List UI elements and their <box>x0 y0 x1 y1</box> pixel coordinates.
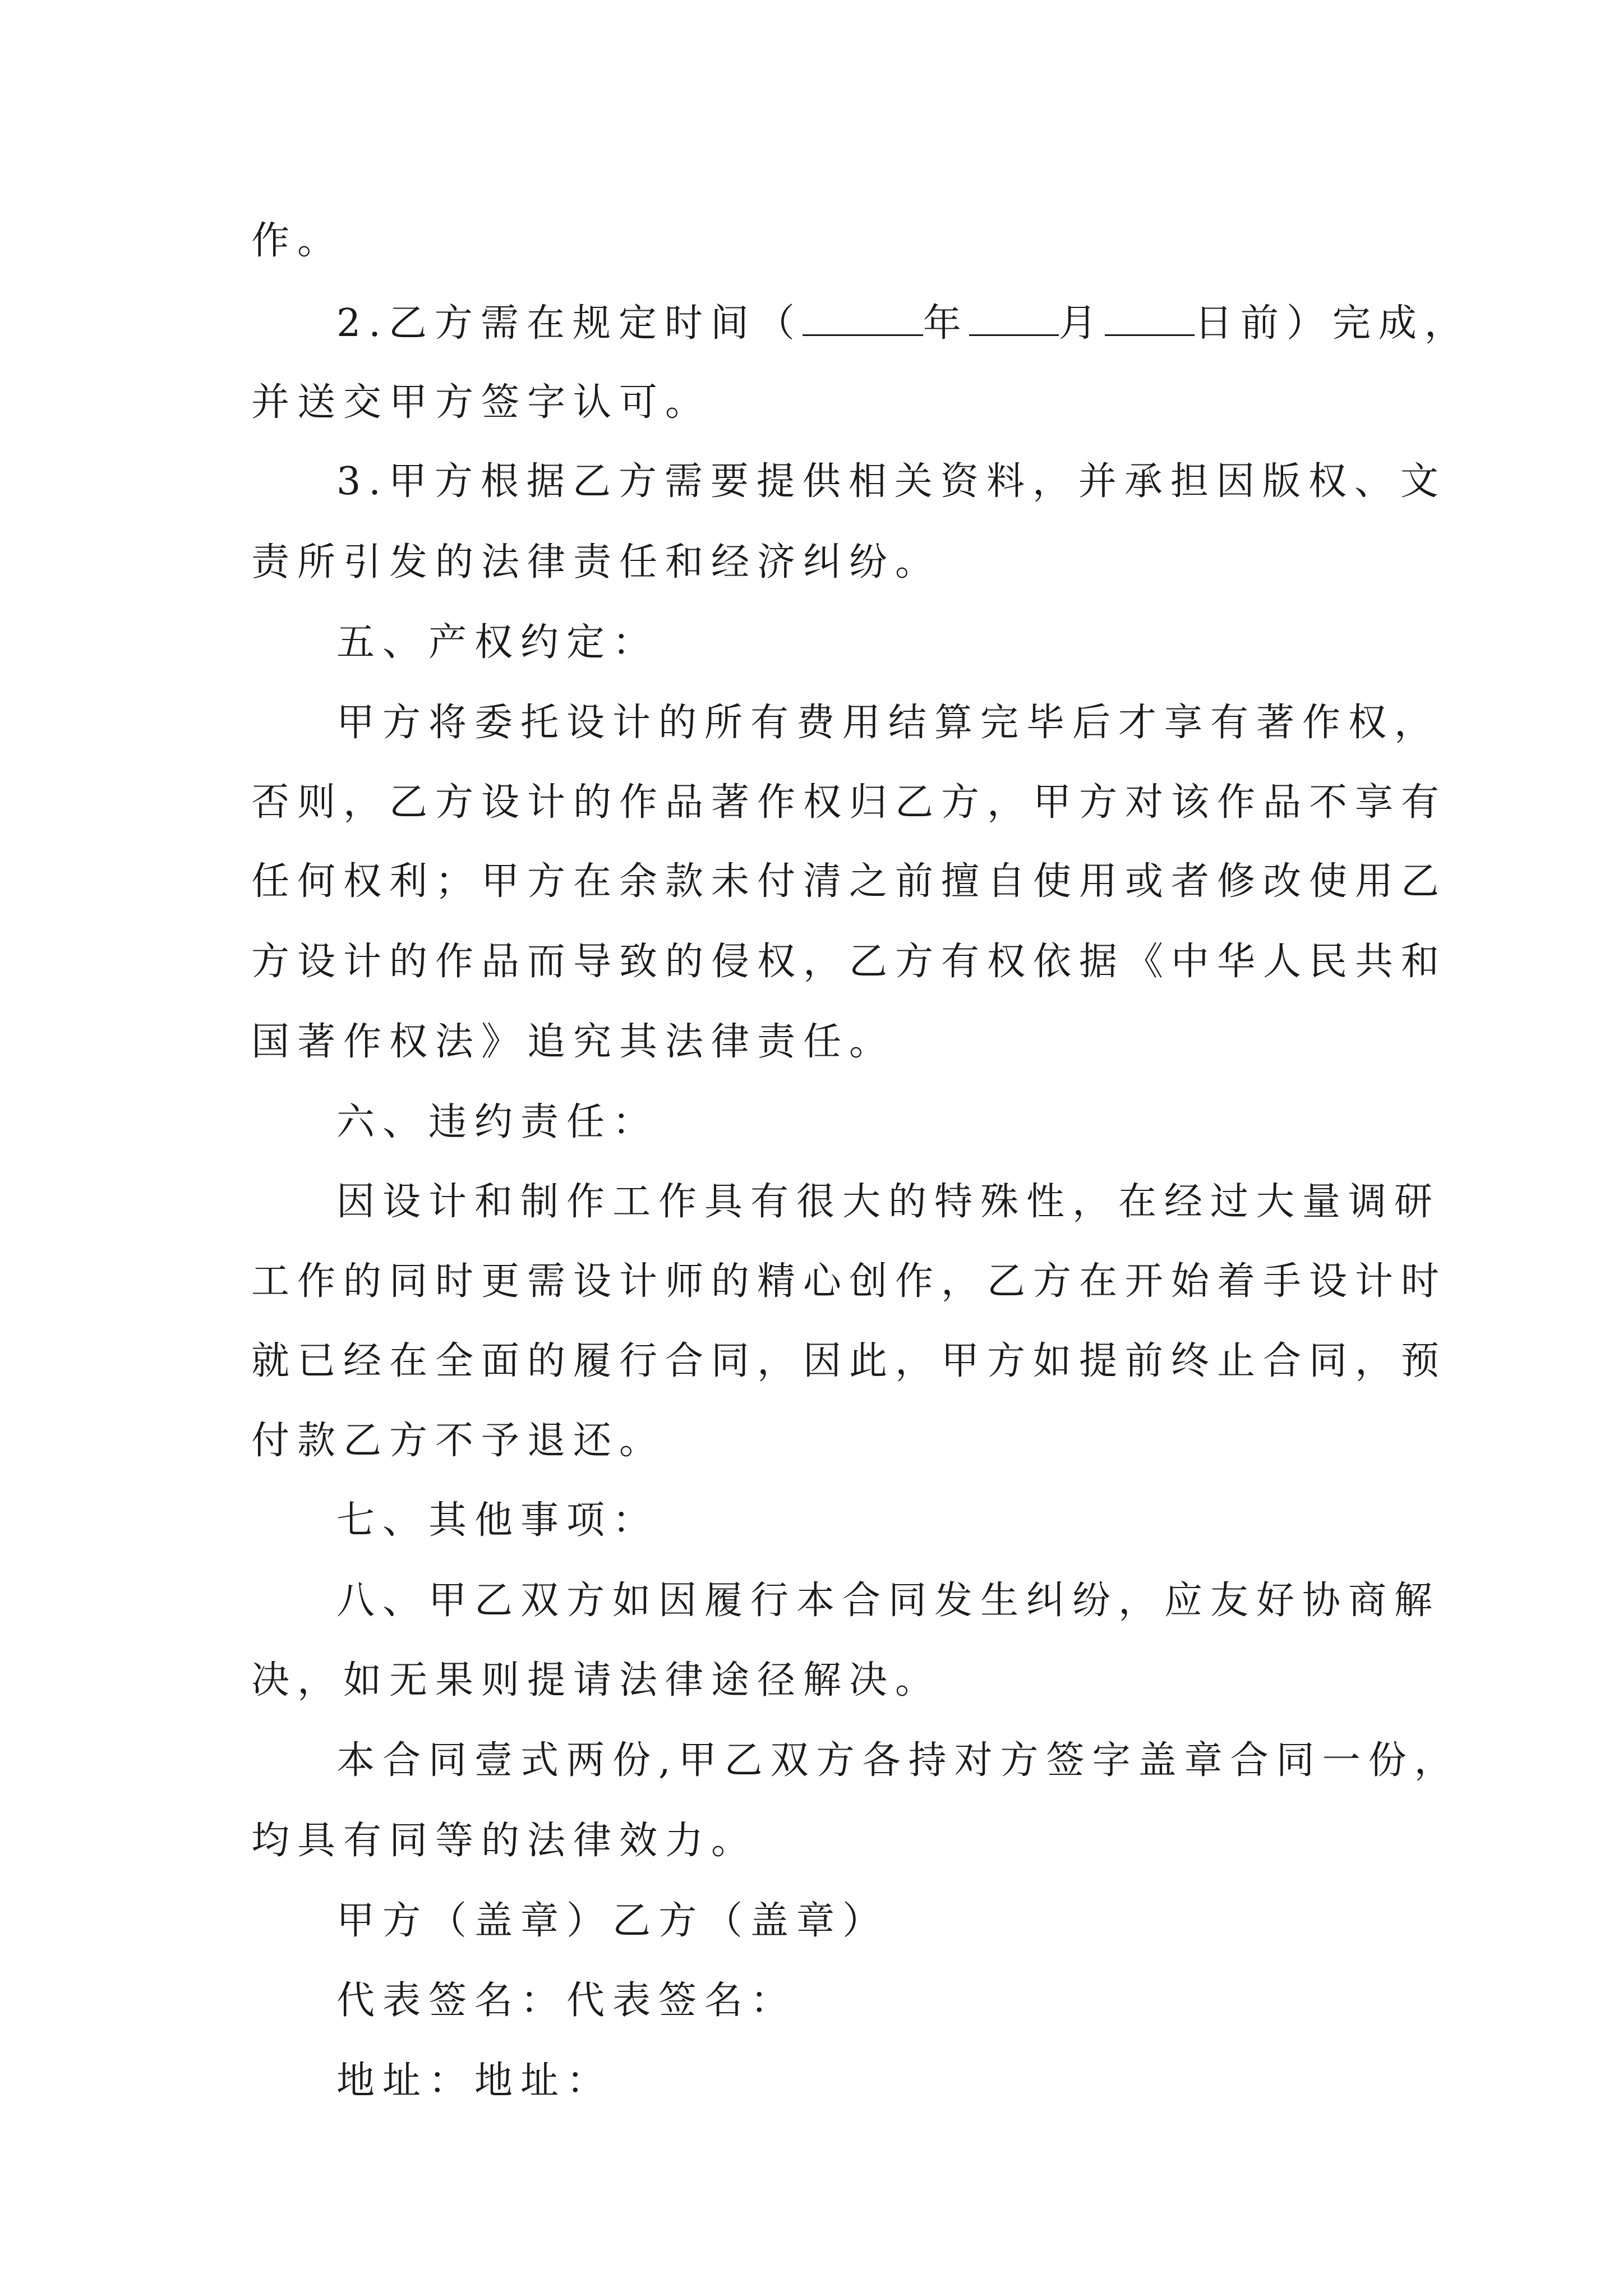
signature-name-line: 代表签名：代表签名： <box>336 1978 797 2023</box>
paragraph-line: 因设计和制作工作具有很大的特殊性，在经过大量调研 <box>336 1180 1441 1224</box>
month-label: 月 <box>1058 301 1105 346</box>
section-heading: 七、其他事项： <box>336 1498 659 1543</box>
deadline-clause-line <box>336 297 1470 348</box>
paragraph-line: 责所引发的法律责任和经济纠纷。 <box>251 540 942 585</box>
paragraph-line: 任何权利；甲方在余款未付清之前擅自使用或者修改使用乙 <box>251 859 1447 904</box>
section-heading: 六、违约责任： <box>336 1100 659 1144</box>
paragraph-line: 并送交甲方签字认可。 <box>251 380 712 425</box>
deadline-clause-text: 2.乙方需在规定时间（ <box>336 301 803 346</box>
day-label: 日前）完成， <box>1194 301 1470 346</box>
section-heading: 五、产权约定： <box>336 620 659 665</box>
month-blank <box>969 297 1059 336</box>
paragraph-line: 作。 <box>251 219 344 263</box>
paragraph-line: 工作的同时更需设计师的精心创作，乙方在开始着手设计时 <box>251 1259 1447 1304</box>
year-blank <box>803 297 923 336</box>
year-label: 年 <box>923 301 969 346</box>
day-blank <box>1105 297 1195 336</box>
paragraph-line: 八、甲乙双方如因履行本合同发生纠纷，应友好协商解 <box>336 1579 1441 1623</box>
signature-seal-line: 甲方（盖章）乙方（盖章） <box>336 1899 889 1943</box>
paragraph-line: 付款乙方不予退还。 <box>251 1419 666 1463</box>
paragraph-line: 否则，乙方设计的作品著作权归乙方，甲方对该作品不享有 <box>251 780 1447 825</box>
paragraph-line: 均具有同等的法律效力。 <box>251 1819 758 1863</box>
paragraph-line: 就已经在全面的履行合同，因此，甲方如提前终止合同，预 <box>251 1339 1447 1383</box>
paragraph-line: 国著作权法》追究其法律责任。 <box>251 1020 896 1064</box>
paragraph-line: 决，如无果则提请法律途径解决。 <box>251 1658 942 1703</box>
signature-address-line: 地址：地址： <box>336 2059 613 2103</box>
paragraph-line: 方设计的作品而导致的侵权，乙方有权依据《中华人民共和 <box>251 940 1447 984</box>
paragraph-line: 3.甲方根据乙方需要提供相关资料，并承担因版权、文 <box>336 459 1446 504</box>
paragraph-line: 甲方将委托设计的所有费用结算完毕后才享有著作权， <box>336 701 1441 745</box>
paragraph-line: 本合同壹式两份,甲乙双方各持对方签字盖章合同一份， <box>336 1738 1460 1783</box>
